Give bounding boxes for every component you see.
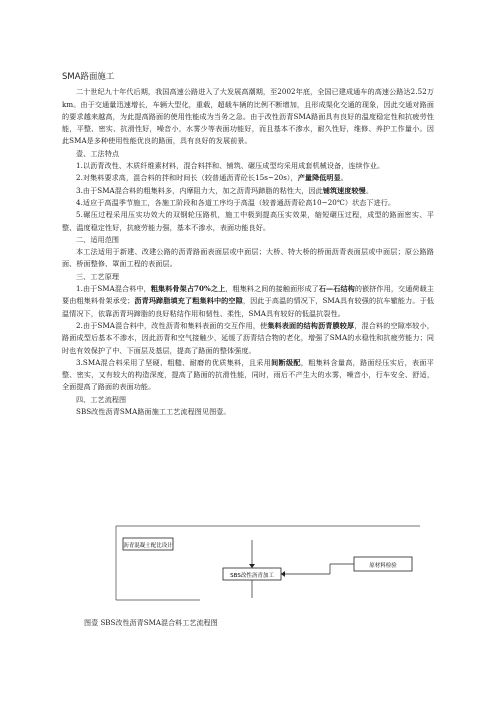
principle-1-text-a: 1.由于SMA混合料中，	[76, 284, 151, 294]
principle-3-text-b: ，粗集料含量高，路面经压实后，表面平整、密实，又有较大的构造深度，提高了路面的抗滑性能，同时，雨后不产生大的水雾，噪音小，行车安全、舒适，全面提高了路面的表面功能。	[62, 357, 434, 392]
feature-item-4: 4.适应于高温季节施工，各施工阶段和各道工序均于高温（较普通沥青砼高10~20℃）状态下进行。	[76, 197, 396, 207]
section-heading-flowchart: 四、工艺流程图	[76, 394, 127, 404]
principle-3-emphasis: 间断级配	[271, 357, 301, 367]
principle-item-3	[62, 357, 434, 394]
flow-arrowhead-down	[249, 564, 255, 568]
feature-item-3	[62, 185, 434, 197]
flow-box-material-test	[354, 557, 412, 571]
feature-item-3-emphasis: 铺筑速度较慢	[322, 185, 366, 195]
section-heading-principle: 三、工艺原理	[76, 271, 120, 281]
principle-item-2	[62, 320, 434, 357]
section-heading-scope: 二、适用范围	[76, 234, 120, 244]
scope-paragraph: 本工法适用于新建、改建公路的沥青路面表面层或中面层；大桥、特大桥的桥面沥青表面层或中面层；原公路路面、桥面整修、罩面工程的表面层。	[62, 247, 434, 269]
flowchart-intro: SBS改性沥青SMA路面施工工艺流程图见图壹。	[76, 407, 231, 417]
flow-box-material-test-label: 原材料检验	[369, 563, 397, 569]
flow-box-sbs-processing	[223, 568, 281, 580]
intro-paragraph: 二十世纪九十年代后期，我国高速公路进入了大发展高潮期，至2002年底，全国已建成通车的高速公路达2.52万km。由于交通量迅速增长，车辆大型化，重载，超载车辆的比例不断增加，且形成渠化交通的现象，因此交通对路面的要求越来越高，为此提高路面的使用性能成为当务之急。由于改性沥青SMA路面具有良好的温度稳定性和抗疲劳性能，平整、密实、抗滑性好，噪音小，水雾少等表面功能好，而且基本不渗水，耐久性好，维修、养护工作量小。因此SMA是多种使用性能优良的路面，具有良好的发展前景。	[62, 87, 434, 146]
flow-arrowhead-left	[281, 571, 285, 577]
feature-item-3-end: 。	[365, 185, 374, 195]
feature-item-1: 1.以沥青改性、木质纤维素材料，混合料拌和、铺筑、碾压成型均采用成套机械设备，连续作业。	[76, 161, 385, 171]
flow-box-mix-design	[123, 538, 173, 550]
principle-2-text-b: ，混合料的空隙率较小，路面成型后基本不渗水，因此沥青和空气接触少，延缓了沥青结合物的老化，增强了SMA的水稳性和抗疲劳能力；同时也有效保护了中、下面层及基层，提高了路面的整体强度。	[62, 320, 434, 355]
feature-item-2-end: 。	[340, 173, 348, 183]
feature-item-2-text: 2.对集料要求高，混合料的拌和时间长（较普通沥青砼长15s~20s），	[76, 173, 298, 183]
flow-box-sbs-processing-label: SBS改性沥青加工	[230, 573, 274, 579]
document-title: SMA路面施工	[62, 71, 115, 81]
principle-1-text-d: ，因此于高温的情况下，SMA具有较强的抗车辙能力。于低温情况下，依靠沥青玛蹄脂的良好粘结作用和韧性、柔性，SMA具有较好的低温抗裂性。	[62, 296, 435, 318]
principle-2-text-a: 2.由于SMA混合料中，改性沥青和集料表面的交互作用，使	[76, 320, 268, 330]
flow-box-mix-design-label: 沥青混凝土配比设计	[123, 543, 173, 549]
principle-1-emphasis-b: 石—石结构	[318, 284, 355, 294]
principle-1-emphasis-a: 粗集料骨架占70%之上	[150, 284, 226, 294]
feature-item-5: 5.碾压过程采用压实功效大的双钢轮压路机，施工中极到提高压实效果，缩短碾压过程，成型的路面密实、平整、温度稳定性好，抗疲劳能力强，基本不渗水，表面功能良好。	[62, 210, 434, 232]
document-body	[62, 70, 434, 418]
principle-2-emphasis: 集料表面的结构沥青膜较厚	[267, 320, 355, 330]
principle-1-emphasis-c: 沥青玛蹄脂填充了粗集料中的空隙	[134, 296, 243, 306]
principle-1-text-b: ，粗集料之间的接触面形成了	[225, 284, 319, 294]
feature-item-2-emphasis: 产量降低明显	[297, 173, 341, 183]
principle-item-1	[62, 283, 434, 320]
section-heading-features: 壹、工法特点	[76, 148, 120, 158]
principle-3-text-a: 3.SMA混合料采用了坚硬、粗糙、耐磨的优质集料，且采用	[76, 357, 272, 367]
figure-caption: 图壹 SBS改性沥青SMA混合料工艺流程图	[84, 618, 218, 627]
feature-item-2	[62, 172, 434, 184]
feature-item-3-text: 3.由于SMA混合料的粗集料多，内摩阻力大，加之沥青玛蹄脂的粘性大，因此	[76, 185, 323, 195]
principle-1-text-c: 的嵌挤作用，交通荷载主要由粗集料骨架承受；	[62, 284, 434, 306]
